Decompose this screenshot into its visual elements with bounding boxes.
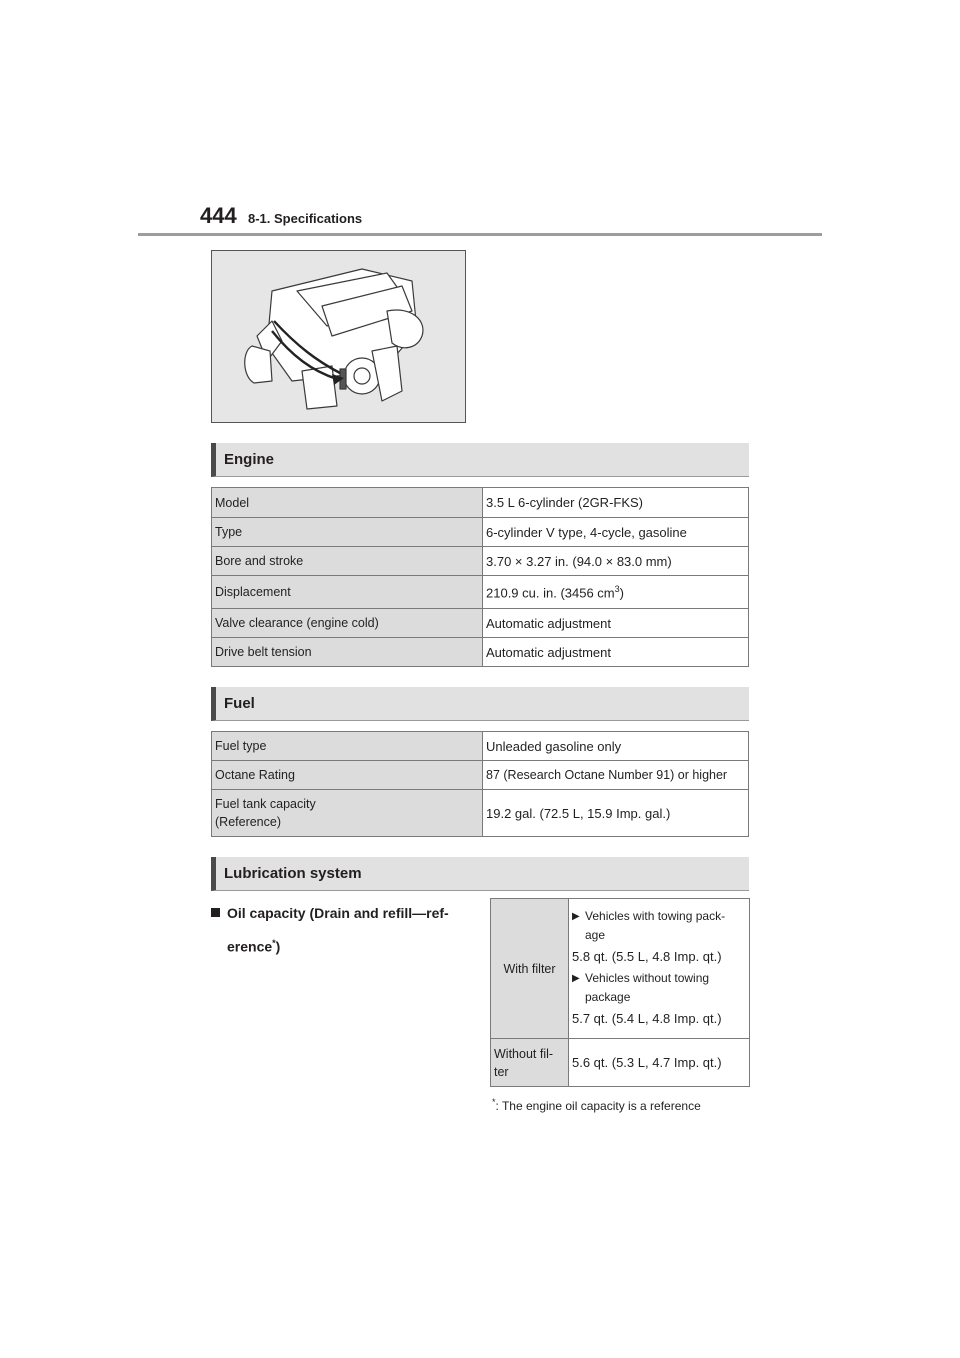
with-filter-values — [569, 899, 750, 1039]
footnote-marker: * — [492, 1097, 496, 1107]
triangle-bullet-icon: ▶ — [572, 972, 580, 984]
without-filter-capacity: 5.6 qt. (5.3 L, 4.7 Imp. qt.) — [569, 1039, 750, 1087]
fuel-tank-label-line1: Fuel tank capacity — [215, 797, 316, 811]
footnote — [492, 1097, 701, 1113]
no-towing-package-capacity: 5.7 qt. (5.4 L, 4.8 Imp. qt.) — [572, 1010, 722, 1026]
spec-label: Drive belt tension — [212, 638, 483, 667]
oil-heading-asterisk: * — [272, 938, 276, 948]
spec-label: Bore and stroke — [212, 547, 483, 576]
no-towing-label-line2: package — [585, 989, 631, 1004]
table-row — [212, 790, 749, 837]
table-row — [212, 547, 749, 576]
table-row — [491, 899, 750, 1039]
spec-value: 3.70 × 3.27 in. (94.0 × 83.0 mm) — [483, 547, 749, 576]
spec-value: 19.2 gal. (72.5 L, 15.9 Imp. gal.) — [483, 790, 749, 837]
fuel-section-band — [211, 687, 749, 721]
spec-label: Octane Rating — [212, 761, 483, 790]
towing-package-item — [572, 907, 745, 945]
lubrication-section-title: Lubrication system — [224, 865, 362, 882]
triangle-bullet-icon: ▶ — [572, 910, 580, 922]
table-row — [212, 638, 749, 667]
oil-heading-line1 — [211, 898, 481, 928]
engine-spec-table — [211, 487, 749, 667]
displacement-close: ) — [619, 585, 624, 601]
footnote-text: : The engine oil capacity is a reference — [495, 1099, 701, 1113]
spec-label: Valve clearance (engine cold) — [212, 609, 483, 638]
table-row — [212, 488, 749, 518]
with-filter-label: With filter — [491, 899, 569, 1039]
table-row — [212, 761, 749, 790]
without-filter-label — [491, 1039, 569, 1087]
table-row — [491, 1039, 750, 1087]
oil-heading-line2 — [211, 928, 481, 962]
table-row — [212, 609, 749, 638]
fuel-spec-table — [211, 731, 749, 837]
spec-value: Automatic adjustment — [483, 638, 749, 667]
table-row — [212, 518, 749, 547]
no-towing-package-label — [585, 969, 709, 1007]
spec-value: 3.5 L 6-cylinder (2GR-FKS) — [483, 488, 749, 518]
table-row — [212, 732, 749, 761]
oil-capacity-table — [490, 898, 750, 1087]
without-filter-label-line1: Without fil- — [494, 1046, 554, 1061]
spec-value: 6-cylinder V type, 4-cycle, gasoline — [483, 518, 749, 547]
fuel-section-title: Fuel — [224, 695, 255, 712]
table-row — [212, 576, 749, 609]
spec-label: Model — [212, 488, 483, 518]
engine-section-band — [211, 443, 749, 477]
spec-label: Type — [212, 518, 483, 547]
spec-value: 87 (Research Octane Number 91) or higher — [483, 761, 749, 790]
lubrication-section-band — [211, 857, 749, 891]
displacement-value: 210.9 cu. in. (3456 cm — [486, 585, 615, 601]
towing-package-capacity: 5.8 qt. (5.5 L, 4.8 Imp. qt.) — [572, 948, 722, 964]
engine-figure — [211, 250, 466, 423]
towing-label-line1: Vehicles with towing pack- — [585, 908, 726, 923]
spec-value: Unleaded gasoline only — [483, 732, 749, 761]
square-bullet-icon — [211, 908, 220, 917]
oil-capacity-heading — [211, 898, 481, 962]
header-rule — [138, 233, 822, 236]
engine-illustration-icon — [212, 251, 465, 422]
without-filter-label-line2: ter — [494, 1064, 509, 1079]
oil-heading-close: ) — [275, 938, 281, 955]
spec-value — [483, 576, 749, 609]
spec-label: Fuel type — [212, 732, 483, 761]
page-number: 444 — [200, 203, 237, 228]
oil-heading-text2: erence — [227, 938, 273, 955]
spec-label — [212, 790, 483, 837]
oil-heading-text1: Oil capacity (Drain and refill—ref- — [227, 905, 449, 921]
spec-value: Automatic adjustment — [483, 609, 749, 638]
fuel-tank-label-line2: (Reference) — [215, 815, 281, 829]
displacement-superscript: 3 — [614, 583, 620, 594]
towing-label-line2: age — [585, 927, 606, 942]
towing-package-label — [585, 907, 725, 945]
engine-section-title: Engine — [224, 451, 275, 468]
spec-label: Displacement — [212, 576, 483, 609]
no-towing-label-line1: Vehicles without towing — [585, 970, 710, 985]
no-towing-package-item — [572, 969, 745, 1007]
section-title: 8-1. Specifications — [248, 211, 363, 226]
